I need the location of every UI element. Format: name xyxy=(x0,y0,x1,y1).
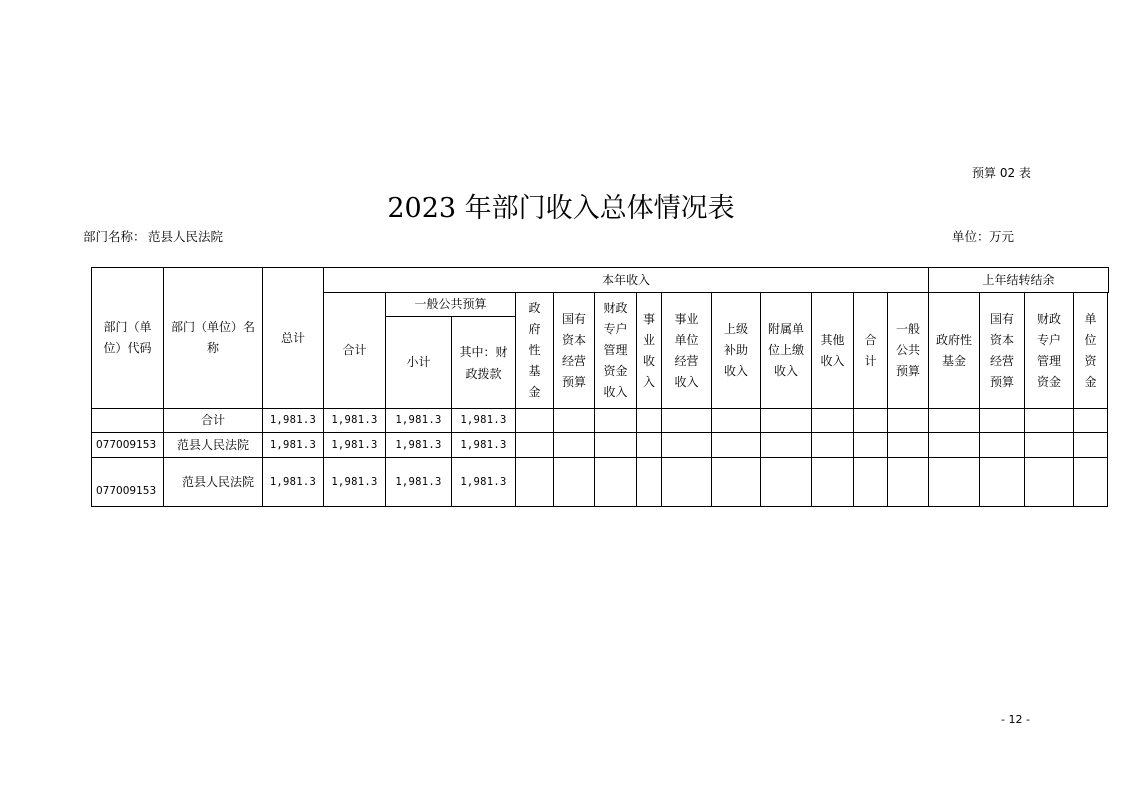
header-fiscal-special: 财政专户管理资金收入 xyxy=(595,293,637,409)
empty-cell xyxy=(595,458,637,507)
empty-cell xyxy=(812,409,854,433)
empty-cell xyxy=(854,409,888,433)
empty-cell xyxy=(761,433,812,458)
department-label: 部门名称： xyxy=(83,229,146,244)
empty-cell xyxy=(662,458,712,507)
row-gb-subtotal: 1,981.3 xyxy=(386,409,452,433)
unit-label: 单位： xyxy=(952,229,990,244)
empty-cell xyxy=(712,433,761,458)
header-prior-year: 上年结转结余 xyxy=(929,268,1109,293)
header-general-budget: 一般公共预算 xyxy=(386,293,516,317)
header-code: 部门（单位）代码 xyxy=(92,268,164,409)
row-total: 1,981.3 xyxy=(263,458,324,507)
empty-cell xyxy=(554,409,595,433)
row-name: 合计 xyxy=(164,409,263,433)
header-gb-subtotal: 小计 xyxy=(386,317,452,409)
empty-cell xyxy=(554,458,595,507)
row-total: 1,981.3 xyxy=(263,433,324,458)
page-title: 2023 年部门收入总体情况表 xyxy=(387,193,735,224)
row-subtotal: 1,981.3 xyxy=(324,458,386,507)
empty-cell xyxy=(595,409,637,433)
row-gb-fiscal: 1,981.3 xyxy=(452,458,516,507)
header-name: 部门（单位）名称 xyxy=(164,268,263,409)
table-row xyxy=(92,458,1109,507)
row-total: 1,981.3 xyxy=(263,409,324,433)
table-row xyxy=(92,409,1109,433)
empty-cell xyxy=(812,433,854,458)
empty-cell xyxy=(761,409,812,433)
table-number: 预算 02 表 xyxy=(972,166,1031,180)
row-code xyxy=(92,409,164,433)
header-total: 总计 xyxy=(263,268,324,409)
header-prior-state-capital: 国有资本经营预算 xyxy=(980,293,1025,409)
empty-cell xyxy=(662,433,712,458)
header-business-unit-ops: 事业单位经营收入 xyxy=(662,293,712,409)
income-table xyxy=(91,267,1109,507)
empty-cell xyxy=(854,433,888,458)
header-gov-fund: 政府性基金 xyxy=(516,293,554,409)
header-prior-gov-fund: 政府性基金 xyxy=(929,293,980,409)
empty-cell xyxy=(662,409,712,433)
row-code: 077009153 xyxy=(92,433,164,458)
table-row xyxy=(92,433,1109,458)
empty-cell xyxy=(812,458,854,507)
empty-cell xyxy=(1074,458,1108,507)
row-gb-subtotal: 1,981.3 xyxy=(386,433,452,458)
empty-cell xyxy=(637,409,662,433)
header-affiliated-remit: 附属单位上缴收入 xyxy=(761,293,812,409)
header-current-year: 本年收入 xyxy=(324,268,929,293)
empty-cell xyxy=(516,458,554,507)
empty-cell xyxy=(516,433,554,458)
empty-cell xyxy=(980,458,1025,507)
unit-value: 万元 xyxy=(989,229,1015,244)
row-name: 范县人民法院 xyxy=(164,433,263,458)
empty-cell xyxy=(929,433,980,458)
header-superior-subsidy: 上级补助收入 xyxy=(712,293,761,409)
row-gb-fiscal: 1,981.3 xyxy=(452,409,516,433)
row-subtotal: 1,981.3 xyxy=(324,409,386,433)
empty-cell xyxy=(637,433,662,458)
row-subtotal: 1,981.3 xyxy=(324,433,386,458)
header-other-income: 其他收入 xyxy=(812,293,854,409)
empty-cell xyxy=(888,458,929,507)
row-gb-fiscal: 1,981.3 xyxy=(452,433,516,458)
header-prior-unit-fund: 单位资金 xyxy=(1074,293,1108,409)
empty-cell xyxy=(888,433,929,458)
empty-cell xyxy=(854,458,888,507)
empty-cell xyxy=(929,458,980,507)
empty-cell xyxy=(980,409,1025,433)
empty-cell xyxy=(1025,433,1074,458)
empty-cell xyxy=(712,458,761,507)
row-code: 077009153 xyxy=(92,458,164,507)
empty-cell xyxy=(980,433,1025,458)
header-prior-general: 一般公共预算 xyxy=(888,293,929,409)
department-name: 范县人民法院 xyxy=(148,229,224,244)
empty-cell xyxy=(761,458,812,507)
header-row-1 xyxy=(92,268,1109,293)
empty-cell xyxy=(1025,458,1074,507)
empty-cell xyxy=(1074,409,1108,433)
empty-cell xyxy=(554,433,595,458)
row-name: 范县人民法院 xyxy=(164,458,263,507)
header-gb-fiscal: 其中：财政拨款 xyxy=(452,317,516,409)
header-prior-fiscal-special: 财政专户管理资金 xyxy=(1025,293,1074,409)
empty-cell xyxy=(1074,433,1108,458)
page-number: - 12 - xyxy=(1001,713,1030,726)
row-gb-subtotal: 1,981.3 xyxy=(386,458,452,507)
empty-cell xyxy=(712,409,761,433)
header-state-capital: 国有资本经营预算 xyxy=(554,293,595,409)
empty-cell xyxy=(888,409,929,433)
empty-cell xyxy=(637,458,662,507)
empty-cell xyxy=(595,433,637,458)
header-prior-total: 合计 xyxy=(854,293,888,409)
header-business-income: 事业收入 xyxy=(637,293,662,409)
empty-cell xyxy=(516,409,554,433)
header-current-subtotal: 合计 xyxy=(324,293,386,409)
empty-cell xyxy=(929,409,980,433)
empty-cell xyxy=(1025,409,1074,433)
